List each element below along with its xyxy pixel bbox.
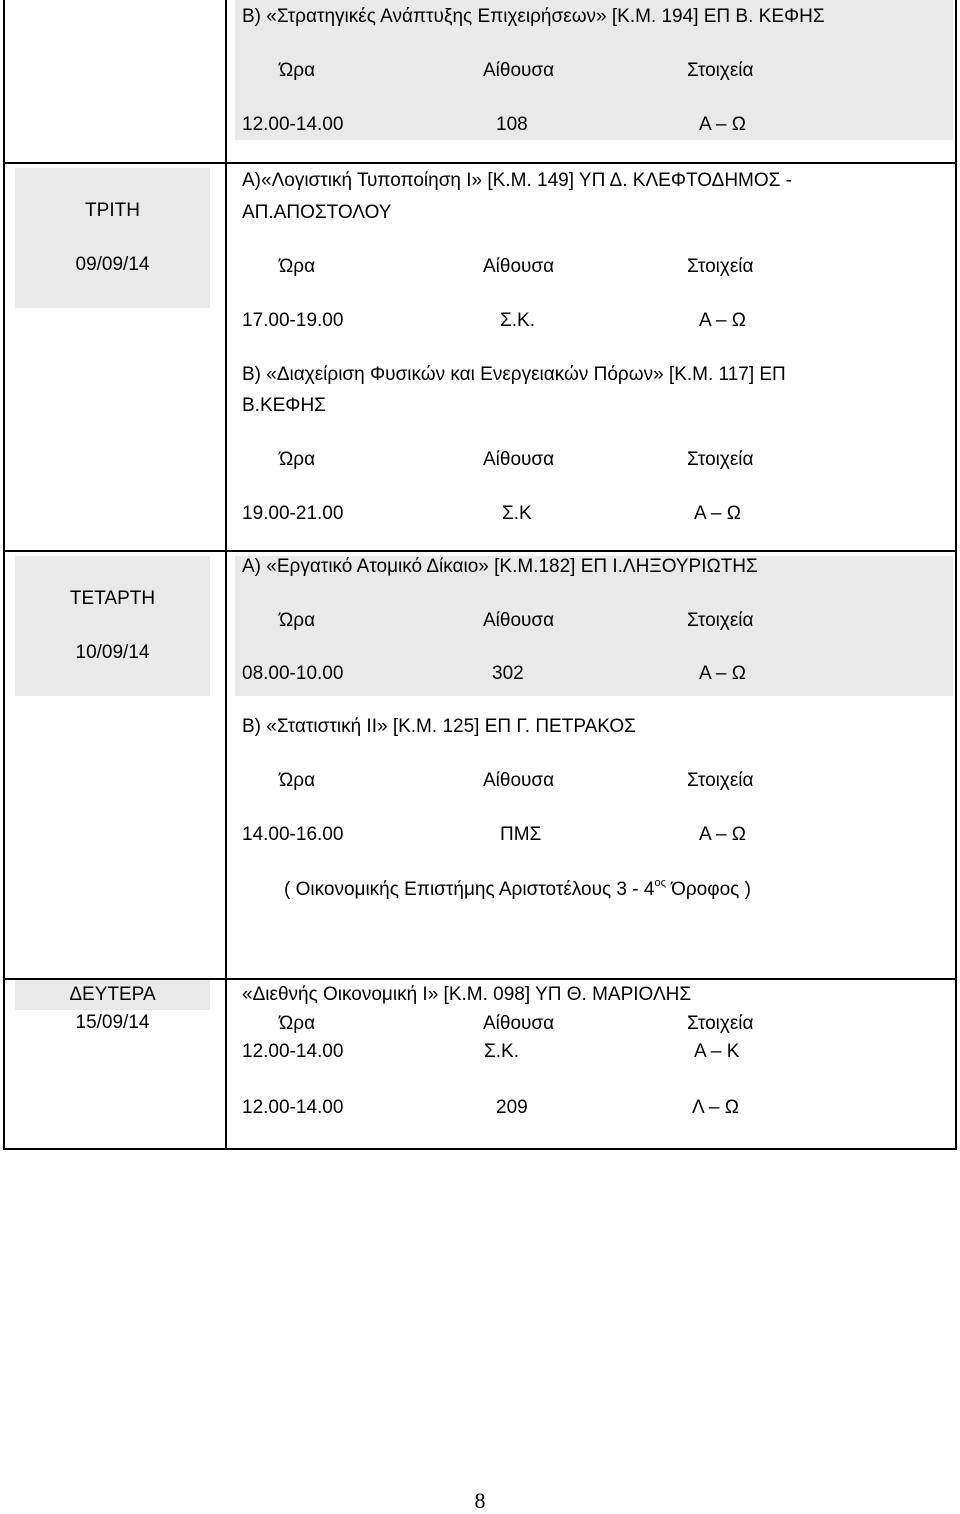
location-note-superscript: ος [654,877,666,889]
day-date: 15/09/14 [75,1012,150,1033]
location-note [284,877,751,901]
time-header: Ώρα [279,449,316,470]
room-header: Αίθουσα [483,60,555,81]
course-title: Α) «Εργατικό Ατομικό Δίκαιο» [Κ.Μ.182] ΕΠ Ι.ΛΗΞΟΥΡΙΩΤΗΣ [242,556,758,577]
page-number: 8 [474,1488,486,1513]
exam-students: Α – Ω [699,663,746,684]
day-cell [5,164,227,550]
room-header: Αίθουσα [483,256,555,277]
exam-students: Λ – Ω [692,1097,739,1118]
exam-room: 108 [496,114,528,135]
info-header: Στοιχεία [687,449,754,470]
exam-students: Α – Ω [694,503,741,524]
info-header: Στοιχεία [687,1013,754,1034]
exam-time: 17.00-19.00 [242,310,344,331]
schedule-row [5,0,955,162]
day-label-box [15,168,210,308]
exam-students: Α – Ω [699,114,746,135]
day-cell [5,0,227,162]
exam-time: 19.00-21.00 [242,503,344,524]
exam-room: Σ.Κ. [500,310,535,331]
room-header: Αίθουσα [483,449,555,470]
time-header: Ώρα [279,770,316,791]
exam-room: Σ.Κ. [484,1041,519,1062]
info-header: Στοιχεία [687,770,754,791]
info-header: Στοιχεία [687,610,754,631]
exam-room: 209 [496,1097,528,1118]
exam-students: Α – Κ [694,1041,740,1062]
day-name: ΔΕΥΤΕΡΑ [69,984,156,1005]
day-date: 09/09/14 [75,254,150,275]
time-header: Ώρα [279,1013,316,1034]
course-title: Β) «Στρατηγικές Ανάπτυξης Επιχειρήσεων» [Κ.Μ. 194] ΕΠ Β. ΚΕΦΗΣ [242,6,825,27]
day-label-box [15,556,210,696]
room-header: Αίθουσα [483,610,555,631]
exam-time: 12.00-14.00 [242,1041,344,1062]
room-header: Αίθουσα [483,770,555,791]
info-header: Στοιχεία [687,256,754,277]
schedule-row [5,978,955,1150]
day-name: ΤΡΙΤΗ [85,200,140,221]
time-header: Ώρα [279,60,316,81]
location-note-text: ( Οικονομικής Επιστήμης Αριστοτέλους 3 - 4 [284,879,655,900]
day-cell [5,980,227,1150]
course-title-continued: Β.ΚΕΦΗΣ [242,395,326,416]
location-note-floor: Όροφος ) [665,879,751,900]
exam-schedule-table [3,0,957,1150]
time-header: Ώρα [279,256,316,277]
course-title: «Διεθνής Οικονομική Ι» [Κ.Μ. 098] ΥΠ Θ. ΜΑΡΙΟΛΗΣ [242,984,692,1005]
course-title: Α)«Λογιστική Τυποποίηση Ι» [Κ.Μ. 149] ΥΠ Δ. ΚΛΕΦΤΟΔΗΜΟΣ - [242,170,793,191]
course-title-continued: ΑΠ.ΑΠΟΣΤΟΛΟΥ [242,202,392,223]
day-name: ΤΕΤΑΡΤΗ [69,588,156,609]
exam-students: Α – Ω [699,310,746,331]
exam-students: Α – Ω [699,824,746,845]
exam-time: 12.00-14.00 [242,1097,344,1118]
day-cell [5,552,227,978]
day-label [15,980,210,1038]
room-header: Αίθουσα [483,1013,555,1034]
exam-time: 12.00-14.00 [242,114,344,135]
exam-time: 14.00-16.00 [242,824,344,845]
info-header: Στοιχεία [687,60,754,81]
schedule-row [5,162,955,550]
exam-room: 302 [492,663,524,684]
time-header: Ώρα [279,610,316,631]
exam-room: ΠΜΣ [500,824,542,845]
exam-time: 08.00-10.00 [242,663,344,684]
course-title: Β) «Διαχείριση Φυσικών και Ενεργειακών Πόρων» [Κ.Μ. 117] ΕΠ [242,364,786,385]
course-title: Β) «Στατιστική ΙΙ» [Κ.Μ. 125] ΕΠ Γ. ΠΕΤΡΑΚΟΣ [242,716,636,737]
schedule-row [5,550,955,978]
exam-room: Σ.Κ [502,503,532,524]
day-date: 10/09/14 [75,642,150,663]
